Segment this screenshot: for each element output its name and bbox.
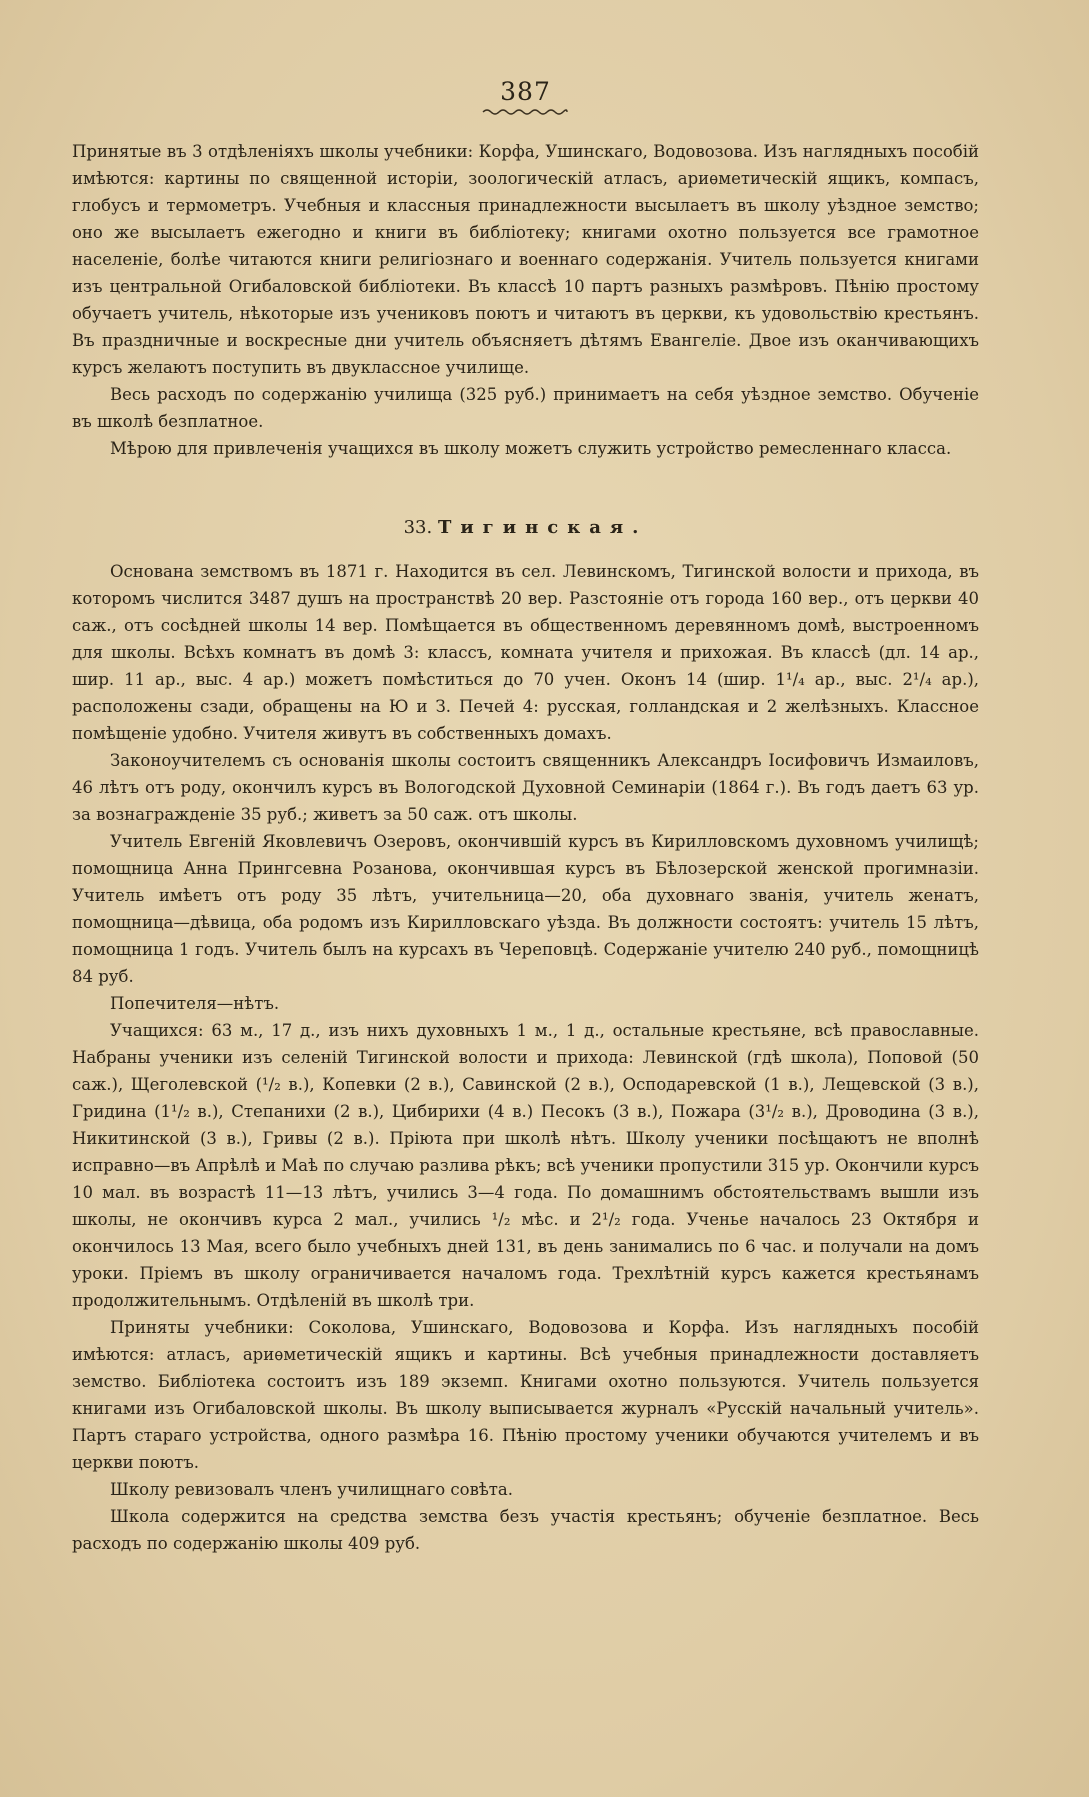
section-paragraph: Учащихся: 63 м., 17 д., изъ нихъ духовныхъ 1 м., 1 д., остальные крестьяне, всѣ православные. Набраны ученики изъ селеній Тигинской волости и прихода: Левинской (гдѣ школа), Поповой (50 саж.), Щеголевской (¹/₂ в.), Копевки (2 в.), Савинской (2 в.), Осподаревской (1 в.), Лещевской (3 в.), Гридина (1¹/₂ в.), Степанихи (2 в.), Цибирихи (4 в.) Песокъ (3 в.), Пожара (3¹/₂ в.), Дроводина (3 в.), Никитинской (3 в.), Гривы (2 в.). Пріюта при школѣ нѣтъ. Школу ученики посѣщаютъ не вполнѣ исправно—въ Апрѣлѣ и Маѣ по случаю разлива рѣкъ; всѣ ученики пропустили 315 ур. Окончили курсъ 10 мал. въ возрастѣ 11—13 лѣтъ, учились 3—4 года. По домашнимъ обстоятельствамъ вышли изъ школы, не окончивъ курса 2 мал., учились ¹/₂ мѣс. и 2¹/₂ года. Ученье началось 23 Октября и окончилось 13 Мая, всего было учебныхъ дней 131, въ день занимались по 6 час. и получали на домъ уроки. Пріемъ въ школу ограничивается началомъ года. Трехлѣтній курсъ кажется крестьянамъ продолжительнымъ. Отдѣленій въ школѣ три. [72, 1021, 979, 1310]
section-paragraph: Приняты учебники: Соколова, Ушинскаго, Водовозова и Корфа. Изъ наглядныхъ пособій имѣются: атласъ, ариѳметическій ящикъ и картины. Всѣ учебныя принадлежности доставляетъ земство. Библіотека состоитъ изъ 189 экземп. Книгами охотно пользуются. Учитель пользуется книгами изъ Огибаловской школы. Въ школу выписывается журналъ «Русскій начальный учитель». Партъ стараго устройства, одного размѣра 16. Пѣнію простому ученики обучаются учителемъ и въ церкви поютъ. [72, 1318, 979, 1472]
section-paragraph: Основана земствомъ въ 1871 г. Находится въ сел. Левинскомъ, Тигинской волости и прихода, въ которомъ числится 3487 душъ на пространствѣ 20 вер. Разстояніе отъ города 160 вер., отъ церкви 40 саж., отъ сосѣдней школы 14 вер. Помѣщается въ общественномъ деревянномъ домѣ, выстроенномъ для школы. Всѣхъ комнатъ въ домѣ 3: классъ, комната учителя и прихожая. Въ классѣ (дл. 14 ар., шир. 11 ар., выс. 4 ар.) можетъ помѣститься до 70 учен. Оконъ 14 (шир. 1¹/₄ ар., выс. 2¹/₄ ар.), расположены сзади, обращены на Ю и З. Печей 4: русская, голландская и 2 желѣзныхъ. Классное помѣщеніе удобно. Учителя живутъ въ собственныхъ домахъ. [72, 562, 979, 743]
intro-paragraph: Мѣрою для привлеченія учащихся въ школу можетъ служить устройство ремесленнаго класса. [110, 439, 952, 458]
page-number: 387 [500, 77, 551, 106]
section-paragraph: Попечителя—нѣтъ. [110, 994, 280, 1013]
section-paragraph: Законоучителемъ съ основанія школы состоитъ священникъ Александръ Іосифовичъ Измаиловъ, 46 лѣтъ отъ роду, окончилъ курсъ въ Вологодской Духовной Семинаріи (1864 г.). Въ годъ даетъ 63 ур. за вознагражденіе 35 руб.; живетъ за 50 саж. отъ школы. [72, 751, 979, 824]
section-paragraph: Школа содержится на средства земства безъ участія крестьянъ; обученіе безплатное. Весь расходъ по содержанію школы 409 руб. [72, 1507, 979, 1553]
page-number-ornament [481, 108, 571, 116]
section-paragraph: Учитель Евгеній Яковлевичъ Озеровъ, окончившій курсъ въ Кирилловскомъ духовномъ училищѣ; помощница Анна Прингсевна Розанова, окончившая курсъ въ Бѣлозерской женской прогимназіи. Учитель имѣетъ отъ роду 35 лѣтъ, учительница—20, оба духовнаго званія, учитель женатъ, помощница—дѣвица, оба родомъ изъ Кирилловскаго уѣзда. Въ должности состоятъ: учитель 15 лѣтъ, помощница 1 годъ. Учитель былъ на курсахъ въ Череповцѣ. Содержаніе учителю 240 руб., помощницѣ 84 руб. [72, 832, 979, 986]
section-name: Тигинская. [437, 517, 648, 538]
section-body [72, 558, 979, 1557]
section-heading [72, 514, 979, 542]
intro-section [72, 138, 979, 462]
intro-paragraph: Принятые въ 3 отдѣленіяхъ школы учебники: Корфа, Ушинскаго, Водовозова. Изъ наглядныхъ пособій имѣются: картины по священной исторіи, зоологическій атласъ, ариѳметическій ящикъ, компасъ, глобусъ и термометръ. Учебныя и классныя принадлежности высылаетъ въ школу уѣздное земство; оно же высылаетъ ежегодно и книги въ библіотеку; книгами охотно пользуется все грамотное населеніе, болѣе читаются книги религіознаго и военнаго содержанія. Учитель пользуется книгами изъ центральной Огибаловской библіотеки. Въ классѣ 10 партъ разныхъ размѣровъ. Пѣнію простому обучаетъ учитель, нѣкоторые изъ учениковъ поютъ и читаютъ въ церкви, къ удовольствію крестьянъ. Въ праздничные и воскресные дни учитель объясняетъ дѣтямъ Евангеліе. Двое изъ оканчивающихъ курсъ желаютъ поступить въ двуклассное училище. [72, 142, 979, 377]
section-number: 33. [403, 517, 433, 538]
intro-paragraph: Весь расходъ по содержанію училища (325 руб.) принимаетъ на себя уѣздное земство. Обученіе въ школѣ безплатное. [72, 385, 979, 431]
section-paragraph: Школу ревизовалъ членъ училищнаго совѣта. [110, 1480, 514, 1499]
